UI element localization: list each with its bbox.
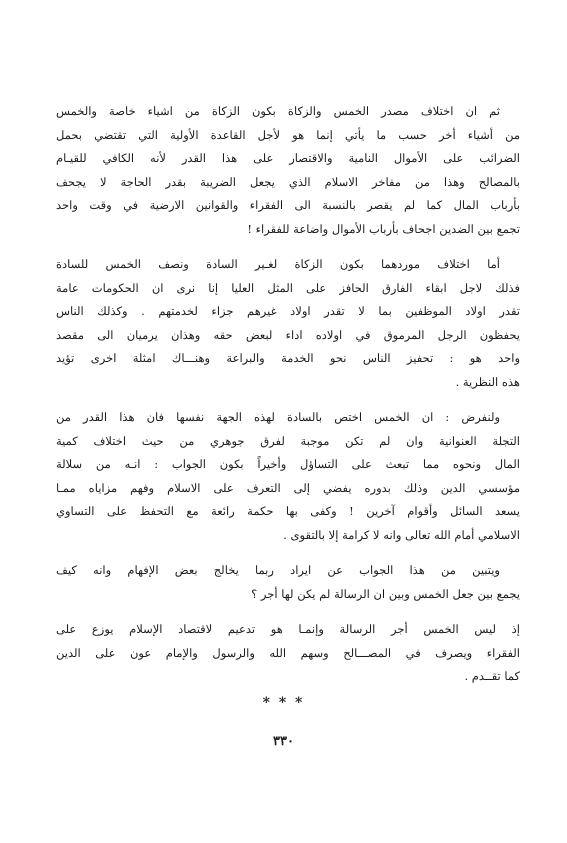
paragraph-3 <box>56 406 520 547</box>
page-number: ٣٣٠ <box>273 734 294 749</box>
text-line: الاسلامي أمام الله تعالى وانه لا كرامة إلا بالتقوى . <box>283 527 520 542</box>
text-line: مؤسسي الدين وذلك بدوره يفضي إلى التعرف على الاسلام وفهم مزاياه ممـا <box>56 480 520 495</box>
paragraph-5 <box>56 618 520 689</box>
paragraph-2 <box>56 253 520 394</box>
body-text <box>56 100 520 689</box>
text-line: بأرباب المال كما لم يقصر بالنسبة الى الفقراء والقوانين الارضية في وقت واحد <box>56 198 520 212</box>
text-line: الضرائب على الأموال النامية والاقتصار على هذا القدر لأنه الكافي للقيـام <box>56 151 520 165</box>
text-line: هذه النظرية . <box>455 374 520 389</box>
text-line: أما اختلاف موردهما بكون الزكاة لغـير السادة ونصف الخمس للسادة <box>56 257 500 271</box>
text-line: بالمصالح وهذا من مفاخر الاسلام الذي يجعل الضريبة بقدر الحاجة لا يجحف <box>56 174 520 189</box>
text-line: إذ ليس الخمس أجر الرسالة وإنمـا هو تدعيم لاقتصاد الإسلام يوزع على <box>56 622 520 636</box>
text-line: تجمع بين الضدين اجحاف بأرباب الأموال واضاعة للفقراء ! <box>247 221 520 236</box>
section-separator: * * * <box>262 695 305 711</box>
text-line: يحفظون الرجل المرموق في اولاده اداء لبعض حقه وهذان يرميان الى مقصد <box>56 327 520 342</box>
paragraph-1 <box>56 100 520 241</box>
text-line: يسعد السائل وأقوام آخرين ! وكفى بها حكمة رائعة مع التحفظ على التساوي <box>56 504 520 518</box>
text-line: واحد هو : تحفيز الناس نحو الخدمة والبراعة وهنـــاك امثلة اخرى تؤيد <box>56 351 520 365</box>
text-line: الفقراء ويصرف في المصـــالح وسهم الله والرسول والإمام عون على الدين <box>56 645 520 660</box>
text-line: فذلك لاجل ابقاء الفارق الحافز على المثل العليا إنا نرى ان الحكومات عامة <box>56 280 520 295</box>
text-line: المال ونحوه مما تبعث على التساؤل وأخيراً بكون الجواب : انـه من سلالة <box>56 457 520 471</box>
text-line: التجلة العنوانية وان لم تكن موجبة لفرق جوهري من حيث اختلاف كمية <box>56 433 520 448</box>
text-line: يجمع بين جعل الخمس وبين ان الرسالة لم يكن لها أجر ؟ <box>251 586 520 601</box>
text-line: ويتبين من هذا الجواب عن ايراد ربما يخالج بعض الإفهام وانه كيف <box>56 563 500 577</box>
text-line: ثم ان اختلاف مصدر الخمس والزكاة بكون الزكاة من اشياء خاصة والخمس <box>56 104 500 118</box>
text-line: ولنفرض : ان الخمس اختص بالسادة لهذه الجهة نفسها فان هذا القدر من <box>56 410 500 424</box>
paragraph-4 <box>56 559 520 606</box>
text-line: كما تقــدم . <box>464 669 520 683</box>
text-line: من أشياء أخر حسب ما يأتي إنما هو لأجل القاعدة الأولية التي تقتضي بحمل <box>56 127 520 142</box>
text-line: تقدر اولاد الموظفين بما لا تقدر اولاد غيرهم جزاء لخدمتهم . وكذلك الناس <box>56 304 520 318</box>
